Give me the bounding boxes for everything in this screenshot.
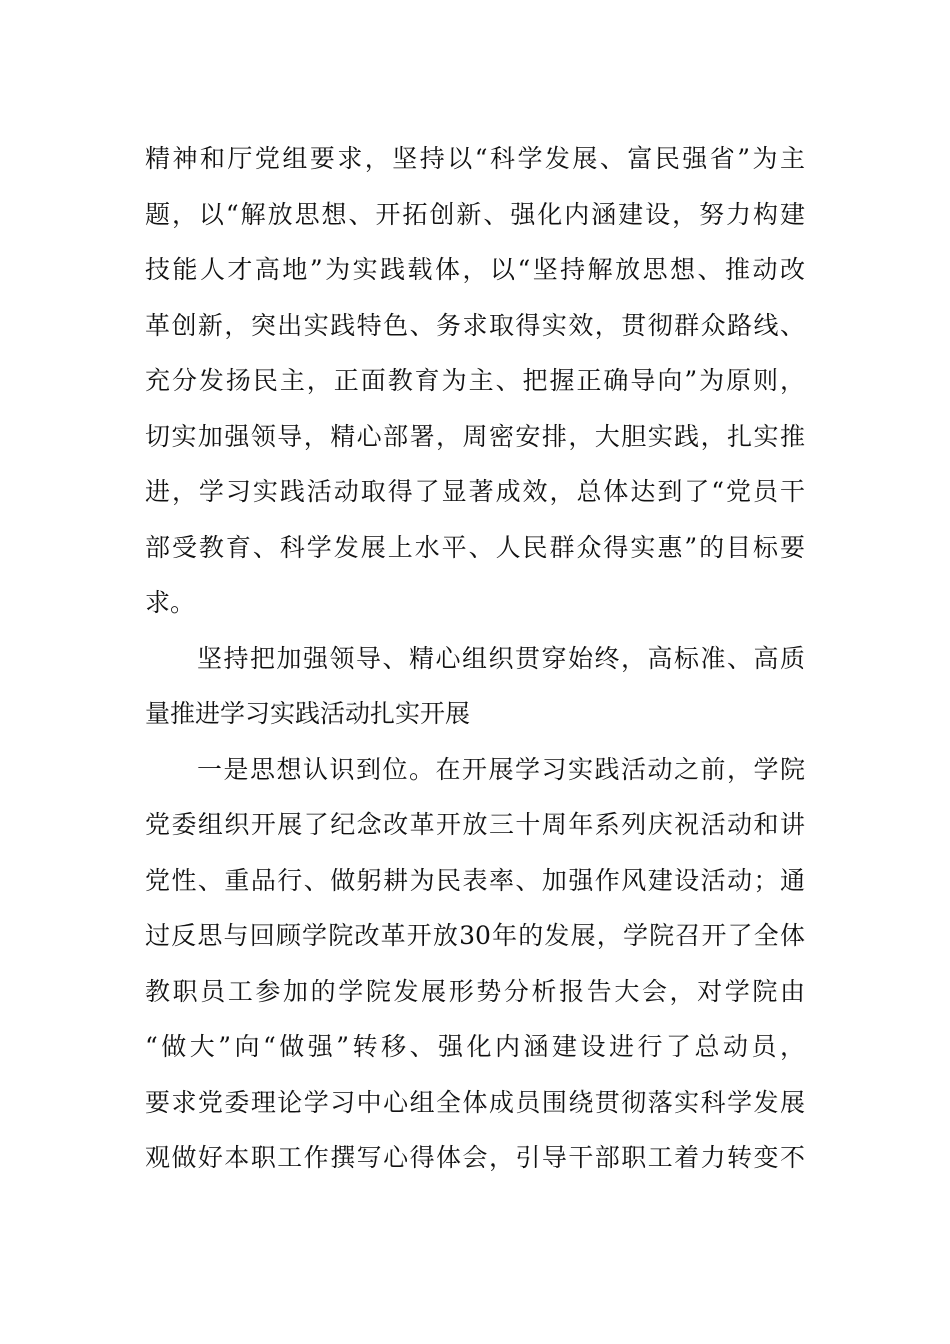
text-line: “做大”向“做强”转移、强化内涵建设进行了总动员， xyxy=(145,1032,805,1061)
text-line: 教职员工参加的学院发展形势分析报告大会，对学院由 xyxy=(145,976,805,1006)
text-line: 切实加强领导，精心部署，周密安排，大胆实践，扎实推 xyxy=(145,421,805,451)
text-line: 进，学习实践活动取得了显著成效，总体达到了“党员干 xyxy=(145,477,805,506)
document-body xyxy=(145,131,805,1186)
text-line: 精神和厅党组要求，坚持以“科学发展、富民强省”为主 xyxy=(145,144,805,173)
text-line: 要求党委理论学习中心组全体成员围绕贯彻落实科学发展 xyxy=(145,1087,805,1117)
text-line: 一是思想认识到位。在开展学习实践活动之前，学院 xyxy=(197,754,805,784)
text-line: 革创新，突出实践特色、务求取得实效，贯彻群众路线、 xyxy=(145,310,805,340)
text-line: 党委组织开展了纪念改革开放三十周年系列庆祝活动和讲 xyxy=(145,810,805,839)
text-line: 题，以“解放思想、开拓创新、强化内涵建设，努力构建 xyxy=(145,199,805,229)
text-line: 技能人才高地”为实践载体，以“坚持解放思想、推动改 xyxy=(145,255,805,284)
text-line: 观做好本职工作撰写心得体会，引导干部职工着力转变不 xyxy=(145,1143,805,1172)
text-line: 过反思与回顾学院改革开放30年的发展，学院召开了全体 xyxy=(145,921,805,950)
text-line: 求。 xyxy=(145,588,196,617)
text-line: 坚持把加强领导、精心组织贯穿始终，高标准、高质 xyxy=(197,643,805,673)
text-line: 量推进学习实践活动扎实开展 xyxy=(145,699,471,728)
text-line: 充分发扬民主，正面教育为主、把握正确导向”为原则， xyxy=(145,366,805,395)
text-line: 部受教育、科学发展上水平、人民群众得实惠”的目标要 xyxy=(145,532,805,562)
text-line: 党性、重品行、做躬耕为民表率、加强作风建设活动；通 xyxy=(145,865,805,895)
